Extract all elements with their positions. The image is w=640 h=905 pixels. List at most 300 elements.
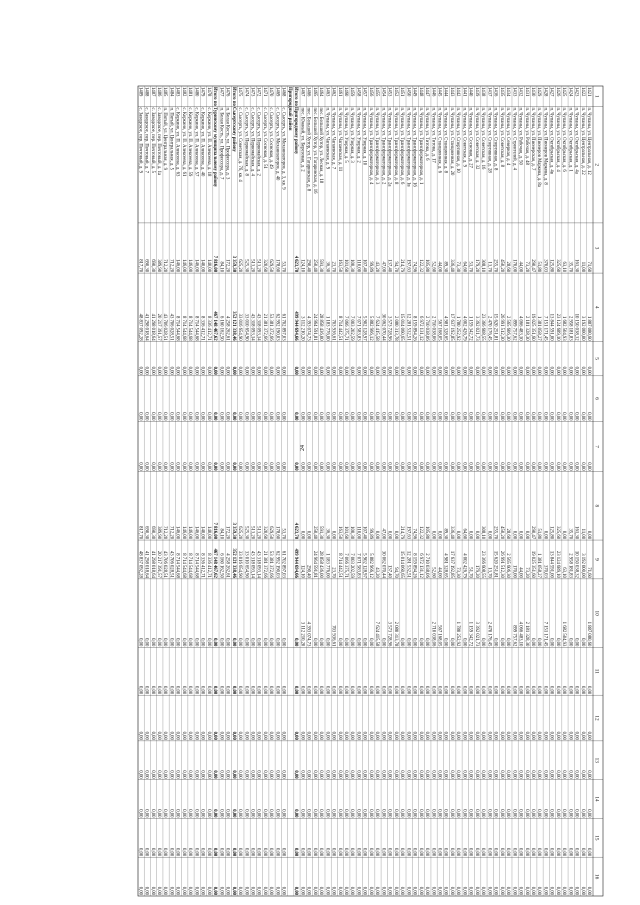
row-number: 1472: [255, 87, 261, 97]
row-cell: 0,00: [455, 530, 461, 540]
row-cell: 0,00: [480, 809, 486, 818]
row-cell: 0,00: [180, 770, 186, 779]
column-header: 14: [593, 796, 600, 802]
row-cell: 0,00: [212, 686, 218, 695]
row-cell: 107,40: [361, 526, 367, 540]
row-cell: 0,00: [237, 848, 243, 857]
row-cell: 0,00: [548, 638, 554, 647]
row-cell: 30 062 070,44: [380, 550, 386, 578]
row-cell: 0,00: [523, 886, 529, 895]
row-cell: 0,00: [180, 886, 186, 895]
row-number: 1488: [143, 87, 149, 97]
row-cell: 320,60: [261, 259, 267, 273]
row-cell: 0,00: [498, 412, 504, 421]
row-cell: 0,00: [380, 412, 386, 421]
row-cell: 0,00: [293, 770, 299, 779]
row-cell: 0,00: [336, 462, 342, 471]
row-cell: 2 710 038,06: [424, 315, 430, 341]
row-cell: 0,00: [542, 412, 548, 421]
row-address: п. Чупаны, ул. Пионеров Маркова, д. 8: [542, 107, 548, 185]
row-cell: 0,00: [349, 686, 355, 695]
row-cell: 1 682 504,93: [561, 315, 567, 341]
row-cell: 26 991 512,30: [498, 313, 504, 341]
row-cell: 2 958 181,83: [567, 315, 573, 341]
row-cell: 690,30: [143, 526, 149, 540]
column-header: 16: [593, 874, 600, 880]
row-cell: 290,40: [305, 564, 311, 578]
row-cell: 0,00: [567, 412, 573, 421]
row-cell: 0,00: [199, 638, 205, 647]
row-cell: 73,20: [523, 261, 529, 273]
row-cell: 0,00: [505, 412, 511, 421]
row-cell: 2 470 176,45: [486, 621, 492, 647]
row-address: п. Чупаны, ул. Станционная, д. 6: [436, 107, 442, 173]
row-cell: 0,00: [442, 731, 448, 740]
row-cell: 0,00: [305, 686, 311, 695]
row-cell: 0,00: [280, 770, 286, 779]
row-cell: 0,00: [193, 848, 199, 857]
row-cell: 389,90: [155, 259, 161, 273]
row-cell: 0,00: [137, 886, 143, 895]
page-number: 24: [300, 445, 306, 451]
row-cell: 0,00: [399, 638, 405, 647]
row-cell: 0,00: [536, 809, 542, 818]
row-number: 1446: [430, 87, 436, 97]
row-cell: 64,60: [461, 261, 467, 273]
row-number: 1471: [261, 87, 267, 97]
row-cell: 0,00: [586, 886, 592, 895]
row-cell: 0,00: [448, 848, 454, 857]
row-cell: 0,00: [318, 770, 324, 779]
row-cell: 0,00: [548, 770, 554, 779]
row-cell: 0,00: [436, 366, 442, 375]
row-address: с. Сысерть, ул. Сосновая, д. 49: [268, 107, 274, 169]
row-cell: 0,00: [424, 638, 430, 647]
row-number: 1484: [168, 87, 174, 97]
row-cell: 74,96: [411, 261, 417, 273]
row-cell: 0,00: [430, 809, 436, 818]
column-header: 7: [593, 445, 600, 448]
row-cell: 0,00: [149, 770, 155, 779]
row-cell: 0,00: [230, 809, 236, 818]
row-cell: 0,00: [280, 638, 286, 647]
row-cell: 0,00: [318, 638, 324, 647]
row-cell: 0,00: [517, 412, 523, 421]
row-cell: 0,00: [349, 731, 355, 740]
row-cell: 89,30: [442, 261, 448, 273]
row-cell: 4 393 074,73: [305, 315, 311, 341]
row-cell: 320,60: [261, 526, 267, 540]
row-cell: 0,00: [386, 366, 392, 375]
row-cell: 0,00: [168, 848, 174, 857]
row-cell: 0,00: [149, 686, 155, 695]
row-cell: 3 392 021,73: [473, 315, 479, 341]
row-cell: 0,00: [586, 809, 592, 818]
row-cell: 0,00: [461, 886, 467, 895]
row-cell: 61 702 897,03: [280, 313, 286, 341]
row-cell: 0,00: [299, 848, 305, 857]
row-cell: 0,00: [330, 686, 336, 695]
row-cell: 0,00: [554, 462, 560, 471]
row-cell: 0,00: [243, 366, 249, 375]
row-cell: 23,70: [330, 567, 336, 578]
row-cell: 35,70: [567, 261, 573, 273]
row-cell: 0,00: [355, 848, 361, 857]
row-cell: 0,00: [199, 462, 205, 471]
row-cell: 0,00: [255, 686, 261, 695]
row-cell: 0,00: [430, 848, 436, 857]
row-cell: 0,00: [205, 412, 211, 421]
row-number: 1436: [492, 87, 498, 97]
row-address: п. Чупаны, ул. Октябрьская, д. 4: [554, 107, 560, 172]
row-cell: 0,00: [442, 809, 448, 818]
row-cell: 0,00: [567, 848, 573, 857]
row-cell: 0,00: [411, 412, 417, 421]
row-cell: 0,00: [561, 848, 567, 857]
row-cell: 0,00: [374, 686, 380, 695]
row-cell: 7 071 583,83: [355, 315, 361, 341]
row-cell: 124,10: [299, 564, 305, 578]
row-cell: 0,00: [143, 886, 149, 895]
row-cell: 0,00: [311, 638, 317, 647]
row-cell: 0,00: [579, 886, 585, 895]
row-cell: 0,00: [168, 770, 174, 779]
row-cell: 0,00: [436, 686, 442, 695]
row-cell: 0,00: [261, 770, 267, 779]
row-cell: 0,00: [155, 462, 161, 471]
row-cell: 0,00: [455, 686, 461, 695]
row-cell: 0,00: [542, 731, 548, 740]
row-cell: 0,00: [342, 412, 348, 421]
row-cell: 0,00: [374, 462, 380, 471]
row-cell: 2 958 181,83: [567, 553, 573, 578]
row-cell: 5 902 128,97: [361, 315, 367, 341]
row-cell: 0,00: [342, 770, 348, 779]
row-cell: 0,00: [168, 731, 174, 740]
row-cell: 0,00: [218, 366, 224, 375]
row-cell: 0,00: [367, 638, 373, 647]
row-cell: 0,00: [155, 366, 161, 375]
row-cell: 0,00: [567, 770, 573, 779]
row-cell: 0,00: [505, 809, 511, 818]
row-cell: 0,00: [561, 412, 567, 421]
row-cell: 0,00: [430, 686, 436, 695]
row-number: 1427: [548, 87, 554, 97]
row-cell: 8 336 412,71: [205, 315, 211, 341]
row-cell: 0,00: [355, 412, 361, 421]
row-cell: 0,00: [193, 412, 199, 421]
row-number: 1478: [205, 87, 211, 97]
row-cell: 0,00: [542, 770, 548, 779]
row-cell: 0,00: [149, 638, 155, 647]
row-number: 1486: [155, 87, 161, 97]
row-cell: 0,00: [573, 848, 579, 857]
row-number: 1480: [193, 87, 199, 97]
row-address: п. Чупаны, ул. Станционная, д. 20: [448, 107, 454, 176]
row-address: п. Пятый, ул. Центральная, д. 9: [162, 107, 168, 170]
row-cell: 0,00: [349, 462, 355, 471]
row-cell: 0,00: [511, 731, 517, 740]
row-cell: 0,00: [448, 886, 454, 895]
row-cell: 0,00: [461, 770, 467, 779]
row-cell: 0,00: [268, 462, 274, 471]
row-cell: 0,00: [199, 886, 205, 895]
row-cell: 0,00: [336, 770, 342, 779]
row-address: п. Чупаны, ул. Трансформаторная, д. 1: [417, 107, 423, 185]
row-cell: 0,00: [554, 366, 560, 375]
row-cell: 0,00: [554, 638, 560, 647]
row-cell: 352 121 338,46: [230, 311, 236, 341]
row-cell: 513,20: [255, 259, 261, 273]
row-cell: 11,00: [579, 261, 585, 273]
row-cell: 0,00: [573, 366, 579, 375]
row-cell: 100,30: [349, 526, 355, 540]
row-cell: 0,00: [498, 731, 504, 740]
row-cell: 0,00: [392, 366, 398, 375]
row-cell: 8 714 544,68: [180, 315, 186, 341]
row-cell: 0,00: [205, 886, 211, 895]
row-cell: 0,00: [467, 462, 473, 471]
row-cell: 0,00: [374, 770, 380, 779]
row-cell: 0,00: [162, 809, 168, 818]
row-cell: 308,10: [480, 526, 486, 540]
row-cell: 0,00: [548, 686, 554, 695]
row-cell: 0,00: [467, 686, 473, 695]
row-cell: 26 991 512,30: [498, 550, 504, 578]
row-cell: 0,00: [280, 731, 286, 740]
row-address: пос. Большой Хутор, ул. Гагаринская, д. 16: [311, 107, 317, 194]
row-cell: 0,00: [311, 886, 317, 895]
row-cell: 0,00: [293, 809, 299, 818]
row-cell: 105,80: [424, 526, 430, 540]
row-cell: 0,00: [448, 686, 454, 695]
row-cell: 4 258 262,61: [224, 315, 230, 341]
row-cell: 0,00: [424, 809, 430, 818]
row-cell: 1 159 342,72: [467, 315, 473, 341]
row-cell: 0,00: [480, 686, 486, 695]
row-cell: 4 623,70: [293, 255, 299, 273]
row-number: 1432: [517, 87, 523, 97]
row-cell: 0,00: [399, 886, 405, 895]
row-cell: 0,00: [230, 686, 236, 695]
row-cell: 170,00: [511, 564, 517, 578]
row-cell: 43 318 093,14: [255, 550, 261, 578]
row-cell: 0,00: [230, 638, 236, 647]
row-cell: 41 298 018,64: [143, 313, 149, 341]
row-cell: 0,00: [529, 462, 535, 471]
row-cell: 161,30: [573, 526, 579, 540]
row-cell: 8 159 894,26: [411, 553, 417, 578]
row-cell: 0,00: [367, 886, 373, 895]
row-cell: 0,00: [505, 886, 511, 895]
column-header: 8: [593, 504, 600, 508]
row-cell: 0,00: [187, 848, 193, 857]
row-cell: 0,00: [243, 848, 249, 857]
row-address: п. Пятый, ул. Центральная, д. 5: [168, 107, 174, 170]
row-cell: 0,00: [305, 462, 311, 471]
row-cell: 0,00: [274, 809, 280, 818]
row-cell: 0,00: [367, 731, 373, 740]
row-cell: 23 366 608,55: [480, 313, 486, 341]
row-address: п. Чупаны, ул. Трансформаторная, д. 8: [392, 107, 398, 185]
row-cell: 0,00: [349, 809, 355, 818]
row-cell: 817,70: [137, 259, 143, 273]
column-header: 12: [593, 715, 600, 721]
row-cell: 0,00: [330, 770, 336, 779]
row-cell: 0,00: [473, 848, 479, 857]
row-cell: 0,00: [212, 770, 218, 779]
column-header: 4: [593, 306, 600, 309]
row-cell: 0,00: [511, 530, 517, 540]
row-number: 1463: [324, 87, 330, 97]
row-cell: 0,00: [586, 462, 592, 471]
row-cell: 0,00: [498, 638, 504, 647]
row-cell: 0,00: [554, 686, 560, 695]
row-cell: 0,00: [274, 366, 280, 375]
row-cell: 0,00: [224, 731, 230, 740]
row-cell: 0,00: [436, 770, 442, 779]
row-cell: 33 016 654,90: [237, 313, 243, 341]
row-cell: 0,00: [380, 886, 386, 895]
row-cell: 0,00: [224, 366, 230, 375]
row-cell: 0,00: [168, 412, 174, 421]
row-cell: 0,00: [448, 638, 454, 647]
column-header: 11: [593, 668, 600, 674]
row-cell: 0,00: [548, 412, 554, 421]
row-cell: 0,00: [280, 886, 286, 895]
row-cell: 43 706 028,51: [168, 313, 174, 341]
row-cell: 0,00: [311, 848, 317, 857]
row-cell: 0,00: [548, 809, 554, 818]
row-cell: 0,00: [417, 770, 423, 779]
row-cell: 0,00: [155, 638, 161, 647]
row-cell: 0,00: [299, 809, 305, 818]
row-cell: 73,20: [523, 567, 529, 578]
row-cell: 2 710 038,06: [430, 315, 436, 341]
row-number: 1454: [380, 87, 386, 97]
row-cell: 0,00: [349, 412, 355, 421]
row-cell: 250,40: [311, 526, 317, 540]
row-cell: 0,00: [536, 412, 542, 421]
row-cell: 105,80: [424, 259, 430, 273]
row-address: с. Заводское, пер. Почтовый, д. 5: [149, 107, 155, 173]
row-cell: 2 710 038,06: [430, 621, 436, 647]
row-cell: 0,00: [187, 886, 193, 895]
row-cell: 140,00: [205, 526, 211, 540]
row-cell: 0,00: [199, 366, 205, 375]
row-cell: 0,00: [523, 731, 529, 740]
row-cell: 255,70: [492, 526, 498, 540]
row-cell: 0,00: [536, 731, 542, 740]
row-cell: 3 112 210,20: [299, 621, 305, 647]
row-cell: 8 159 894,26: [411, 315, 417, 341]
row-cell: 0,00: [155, 848, 161, 857]
row-cell: 0,00: [255, 770, 261, 779]
row-cell: 0,00: [162, 638, 168, 647]
row-cell: 0,00: [230, 731, 236, 740]
row-cell: 0,00: [293, 638, 299, 647]
row-cell: 0,00: [268, 770, 274, 779]
row-cell: 0,00: [205, 848, 211, 857]
row-cell: 0,00: [374, 848, 380, 857]
row-cell: 0,00: [155, 770, 161, 779]
row-cell: 5 902 128,97: [361, 553, 367, 578]
column-header: 15: [593, 835, 600, 841]
row-cell: 7 816,00: [212, 522, 218, 540]
row-cell: 0,00: [586, 686, 592, 695]
row-cell: 0,00: [542, 366, 548, 375]
row-cell: 0,00: [205, 462, 211, 471]
row-cell: 0,00: [311, 412, 317, 421]
row-number: 1458: [355, 87, 361, 97]
row-cell: 0,00: [224, 886, 230, 895]
row-cell: 43 706 028,51: [168, 550, 174, 578]
row-cell: 0,00: [255, 462, 261, 471]
row-cell: 0,00: [579, 848, 585, 857]
row-cell: 0,00: [205, 770, 211, 779]
row-cell: 2 181 328,30: [523, 621, 529, 647]
row-cell: 2 565 606,30: [505, 315, 511, 341]
row-cell: 1 159 342,72: [467, 621, 473, 647]
row-cell: 1 183 776,00: [324, 553, 330, 578]
row-cell: 0,00: [455, 809, 461, 818]
row-cell: 0,00: [380, 731, 386, 740]
row-cell: 0,00: [517, 770, 523, 779]
row-cell: 43 318 093,14: [249, 313, 255, 341]
row-number: 1449: [411, 87, 417, 97]
row-cell: 0,00: [561, 886, 567, 895]
row-cell: 0,00: [155, 731, 161, 740]
row-cell: 0,00: [224, 809, 230, 818]
row-cell: 0,00: [567, 886, 573, 895]
row-address: п. Чупаны, ул. Титова, д. 17: [430, 107, 436, 163]
row-cell: 0,00: [523, 848, 529, 857]
row-cell: 0,00: [143, 462, 149, 471]
row-cell: 99,89: [367, 528, 373, 540]
row-cell: 0,00: [168, 686, 174, 695]
row-cell: 0,00: [579, 462, 585, 471]
row-cell: 513,20: [249, 526, 255, 540]
row-cell: 4 066 483,10: [517, 315, 523, 341]
row-cell: 629,50: [268, 526, 274, 540]
row-cell: 0,00: [561, 686, 567, 695]
row-address: п. Чупаны, ул. Центральная, д. 12: [586, 107, 592, 175]
row-cell: 0,00: [155, 412, 161, 421]
row-cell: 8 714 442,51: [336, 553, 342, 578]
row-cell: 0,00: [249, 809, 255, 818]
row-cell: 21 381 372,66: [261, 313, 267, 341]
row-cell: 0,00: [517, 809, 523, 818]
row-cell: 8 336 412,71: [205, 553, 211, 578]
row-cell: 53 381 372,66: [268, 313, 274, 341]
row-cell: 0,00: [548, 731, 554, 740]
row-cell: 0,00: [473, 530, 479, 540]
row-cell: 525,30: [243, 526, 249, 540]
row-cell: 0,00: [480, 770, 486, 779]
row-cell: 0,00: [342, 886, 348, 895]
row-cell: 0,00: [542, 462, 548, 471]
row-cell: 0,00: [324, 770, 330, 779]
row-cell: 0,00: [417, 462, 423, 471]
row-cell: 0,00: [430, 731, 436, 740]
row-address: с. Коркино, ул. П. Алексеева, д. 57: [193, 107, 199, 177]
row-cell: 0,00: [224, 638, 230, 647]
row-cell: 3 192 000,00: [579, 315, 585, 341]
row-cell: 0,00: [199, 686, 205, 695]
row-cell: 0,00: [579, 686, 585, 695]
row-cell: 0,00: [542, 886, 548, 895]
row-cell: 5 882 966,12: [367, 553, 373, 578]
